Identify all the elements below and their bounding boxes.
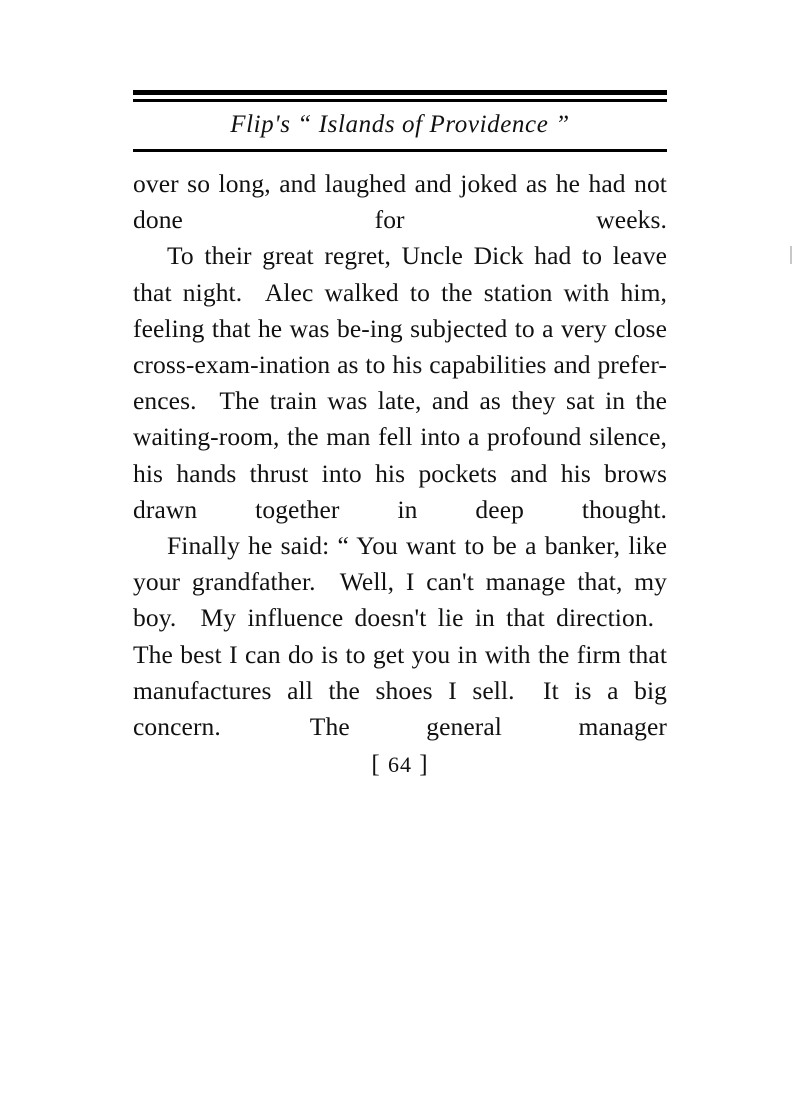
paragraph-3: Finally he said: “ You want to be a banker, like your grandfather. Well, I can't manage that, my boy. My influence doesn't lie in that direction. The best I can do is to get you in with the firm that manufactures all the shoes I sell. It is a big concern. The general manager bbox=[133, 531, 667, 742]
header-rule-bottom bbox=[133, 149, 667, 152]
running-head: Flip's “ Islands of Providence ” bbox=[230, 111, 570, 138]
folio-bracket-close: ] bbox=[419, 751, 429, 779]
body-text bbox=[133, 166, 667, 745]
paragraph-1: over so long, and laughed and joked as he had not done for weeks. bbox=[133, 169, 667, 235]
folio-number: 64 bbox=[388, 752, 412, 778]
page-edge-mark bbox=[790, 246, 792, 264]
page-folio bbox=[133, 751, 667, 779]
page-text-block bbox=[133, 90, 667, 779]
paragraph-2: To their great regret, Uncle Dick had to leave that night. Alec walked to the station with him, feeling that he was be-ing subjected to a very close cross-exam-ination as to his capabilities and prefer-ences. The train was late, and as they sat in the waiting-room, the man fell into a profound silence, his hands thrust into his pockets and his brows drawn together in deep thought. bbox=[133, 241, 667, 524]
folio-bracket-open: [ bbox=[371, 751, 381, 779]
